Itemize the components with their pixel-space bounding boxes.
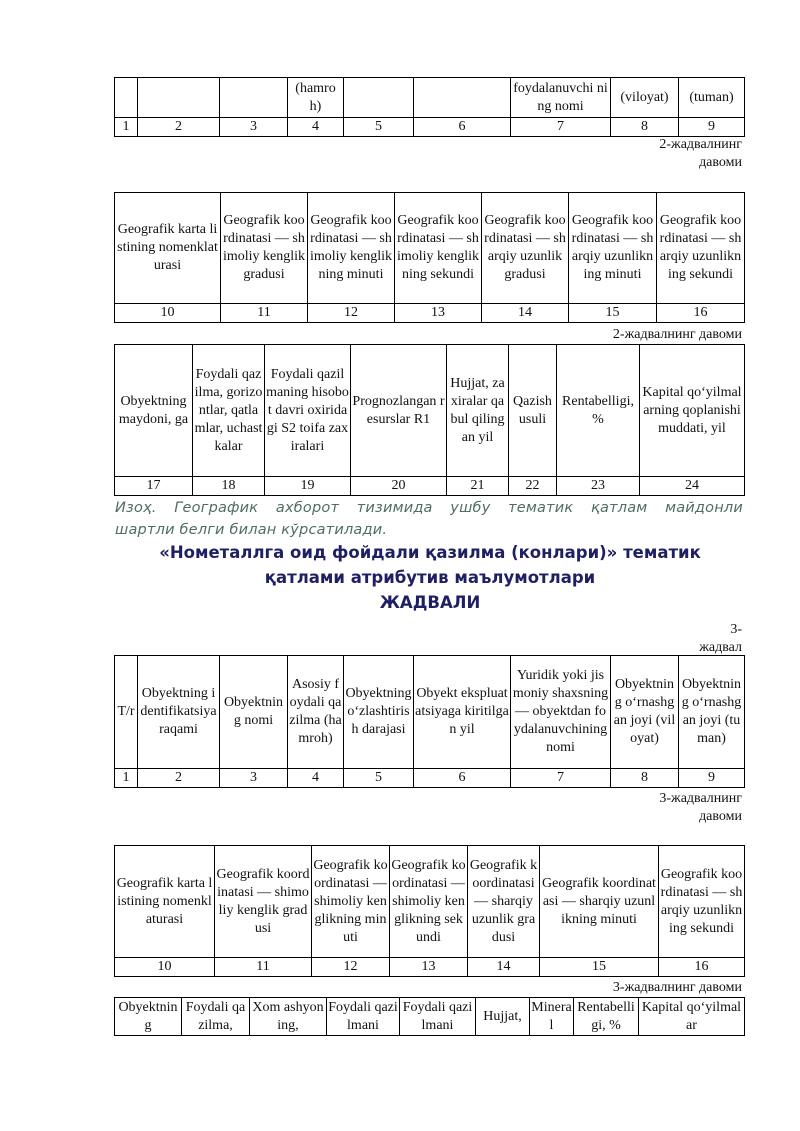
table-header-cell: Geografik karta listining nomenklaturasi bbox=[115, 846, 215, 958]
column-number: 4 bbox=[288, 769, 344, 788]
table-header-cell: (tuman) bbox=[679, 78, 745, 118]
table-header-cell: Foydali qazilma, bbox=[182, 998, 250, 1036]
column-number: 3 bbox=[220, 118, 288, 137]
table-continuation-note: 3-жадвалнинг давоми bbox=[659, 791, 742, 824]
column-number: 18 bbox=[193, 477, 265, 496]
heading-line: ЖАДВАЛИ bbox=[379, 593, 481, 612]
column-number: 1 bbox=[115, 769, 138, 788]
table-number-label: 3-жадвал bbox=[699, 622, 742, 655]
column-number: 8 bbox=[611, 769, 679, 788]
column-number: 12 bbox=[308, 304, 395, 323]
column-number: 2 bbox=[138, 118, 220, 137]
table-header-cell: Hujjat, bbox=[476, 998, 530, 1036]
table-header-cell: Xom ashyoning, bbox=[250, 998, 327, 1036]
table2-resources bbox=[114, 344, 745, 496]
column-number: 9 bbox=[679, 769, 745, 788]
table-header-cell: Geografik koordinatasi — sharqiy uzunlik gradusi bbox=[482, 193, 569, 304]
table-header-cell: Geografik koordinatasi — shimoliy kenglikning minuti bbox=[308, 193, 395, 304]
table-header-cell: Geografik koordinatasi — sharqiy uzunlikning sekundi bbox=[659, 846, 745, 958]
table-header-cell: Foydali qazilmani bbox=[400, 998, 476, 1036]
column-number: 2 bbox=[138, 769, 220, 788]
section-heading bbox=[100, 540, 760, 615]
column-number: 7 bbox=[511, 118, 611, 137]
column-number: 5 bbox=[344, 769, 414, 788]
table3-main bbox=[114, 655, 745, 788]
table-header-cell: Hujjat, zaxiralar qabul qilingan yil bbox=[447, 345, 509, 477]
column-number: 6 bbox=[414, 118, 511, 137]
table-header-cell: Geografik koordinatasi — shimoliy kenglik gradusi bbox=[215, 846, 312, 958]
table-header-cell bbox=[138, 78, 220, 118]
table-header-cell: Kapital qo‘yilmalarning qoplanishi muddati, yil bbox=[640, 345, 745, 477]
column-number-row bbox=[115, 477, 745, 496]
table-header-cell: Geografik koordinatasi — sharqiy uzunlikning sekundi bbox=[657, 193, 745, 304]
column-number: 24 bbox=[640, 477, 745, 496]
table-note-line: шартли белги билан кўрсатилади. bbox=[115, 522, 388, 538]
column-number: 22 bbox=[509, 477, 557, 496]
table-header-cell: Obyektning maydoni, ga bbox=[115, 345, 193, 477]
table-header-cell: Obyektning bbox=[115, 998, 182, 1036]
heading-line: «Нометаллга оид фойдали қазилма (конлари)» тематик bbox=[159, 543, 701, 562]
column-number: 6 bbox=[414, 769, 511, 788]
column-number-row bbox=[115, 769, 745, 788]
table-header-cell: Obyektning identifikatsiya raqami bbox=[138, 656, 220, 769]
column-number: 12 bbox=[312, 958, 390, 977]
column-number: 8 bbox=[611, 118, 679, 137]
column-number: 14 bbox=[482, 304, 569, 323]
column-number: 9 bbox=[679, 118, 745, 137]
table-header-cell: Prognozlangan resurslar R1 bbox=[351, 345, 447, 477]
column-number: 14 bbox=[468, 958, 540, 977]
table-header-cell: Geografik koordinatasi — shimoliy kenglikning sekundi bbox=[395, 193, 482, 304]
column-number: 10 bbox=[115, 304, 221, 323]
table-continuation-note: 3-жадвалнинг давоми bbox=[612, 980, 742, 995]
column-number: 4 bbox=[288, 118, 344, 137]
table1-tail bbox=[114, 77, 745, 137]
table-header-cell: (hamro h) bbox=[288, 78, 344, 118]
table-header-row bbox=[115, 846, 745, 958]
heading-line: қатлами атрибутив маълумотлари bbox=[264, 568, 596, 587]
table-header-cell: Geografik koordinatasi — shimoliy kenglikning sekundi bbox=[390, 846, 468, 958]
column-number: 15 bbox=[540, 958, 659, 977]
table-header-row bbox=[115, 656, 745, 769]
column-number: 21 bbox=[447, 477, 509, 496]
column-number: 13 bbox=[395, 304, 482, 323]
column-number: 11 bbox=[221, 304, 308, 323]
column-number: 11 bbox=[215, 958, 312, 977]
table-header-cell: foydalanuvchi ning nomi bbox=[511, 78, 611, 118]
table-header-cell: Foydali qazilma, gorizontlar, qatlamlar, uchastkalar bbox=[193, 345, 265, 477]
table-header-cell: Obyektning nomi bbox=[220, 656, 288, 769]
table-header-cell: Asosiy foydali qazilma (hamroh) bbox=[288, 656, 344, 769]
table-note-line: Изоҳ. Географик ахборот тизимида ушбу тематик қатлам майдонли bbox=[115, 500, 743, 516]
table-header-cell bbox=[115, 78, 138, 118]
column-number: 13 bbox=[390, 958, 468, 977]
table-header-cell: Obyekt ekspluatatsiyaga kiritilgan yil bbox=[414, 656, 511, 769]
table-header-cell: Foydali qazilmani bbox=[327, 998, 400, 1036]
table3-coordinates bbox=[114, 845, 745, 977]
column-number-row bbox=[115, 304, 745, 323]
table-header-cell: Qazish usuli bbox=[509, 345, 557, 477]
column-number: 19 bbox=[265, 477, 351, 496]
table-continuation-note: 2-жадвалнинг давоми bbox=[612, 327, 742, 342]
table-header-cell: Geografik karta listining nomenklaturasi bbox=[115, 193, 221, 304]
table2-coordinates bbox=[114, 192, 745, 323]
table-header-row bbox=[115, 998, 745, 1036]
table-header-cell: Obyektning o‘zlashtirish darajasi bbox=[344, 656, 414, 769]
table-header-row bbox=[115, 345, 745, 477]
table-note bbox=[115, 497, 743, 541]
column-number: 16 bbox=[659, 958, 745, 977]
table-continuation-note: 2-жадвалнинг давоми bbox=[659, 137, 742, 170]
table-header-cell: Geografik koordinatasi — sharqiy uzunlikning minuti bbox=[569, 193, 657, 304]
table-header-cell bbox=[220, 78, 288, 118]
table-header-cell: Obyektning o‘rnashgan joyi (tuman) bbox=[679, 656, 745, 769]
column-number: 20 bbox=[351, 477, 447, 496]
table-header-row bbox=[115, 78, 745, 118]
table-header-cell: Obyektning o‘rnashgan joyi (viloyat) bbox=[611, 656, 679, 769]
table-header-cell: Yuridik yoki jismoniy shaxsning — obyektdan foydalanuvchining nomi bbox=[511, 656, 611, 769]
column-number: 16 bbox=[657, 304, 745, 323]
column-number: 17 bbox=[115, 477, 193, 496]
table-header-cell bbox=[344, 78, 414, 118]
column-number: 3 bbox=[220, 769, 288, 788]
table-header-cell: Geografik koordinatasi — sharqiy uzunlik gradusi bbox=[468, 846, 540, 958]
column-number-row bbox=[115, 958, 745, 977]
table-header-cell bbox=[414, 78, 511, 118]
table-header-cell: Kapital qo‘yilmalar bbox=[639, 998, 745, 1036]
table-header-cell: Geografik koordinatasi — sharqiy uzunlikning minuti bbox=[540, 846, 659, 958]
table-header-cell: Rentabelligi, % bbox=[557, 345, 640, 477]
table3-resources bbox=[114, 997, 745, 1036]
column-number: 7 bbox=[511, 769, 611, 788]
column-number: 15 bbox=[569, 304, 657, 323]
table-header-cell: Foydali qazilmaning hisobot davri oxiridagi S2 toifa zaxiralari bbox=[265, 345, 351, 477]
table-header-row bbox=[115, 193, 745, 304]
column-number: 10 bbox=[115, 958, 215, 977]
column-number: 23 bbox=[557, 477, 640, 496]
table-header-cell: Mineral bbox=[530, 998, 574, 1036]
table-header-cell: Geografik koordinatasi — shimoliy kenglikning minuti bbox=[312, 846, 390, 958]
table-header-cell: Rentabelligi, % bbox=[574, 998, 639, 1036]
column-number-row bbox=[115, 118, 745, 137]
table-header-cell: (viloyat) bbox=[611, 78, 679, 118]
column-number: 5 bbox=[344, 118, 414, 137]
column-number: 1 bbox=[115, 118, 138, 137]
table-header-cell: T/r bbox=[115, 656, 138, 769]
table-header-cell: Geografik koordinatasi — shimoliy kenglik gradusi bbox=[221, 193, 308, 304]
